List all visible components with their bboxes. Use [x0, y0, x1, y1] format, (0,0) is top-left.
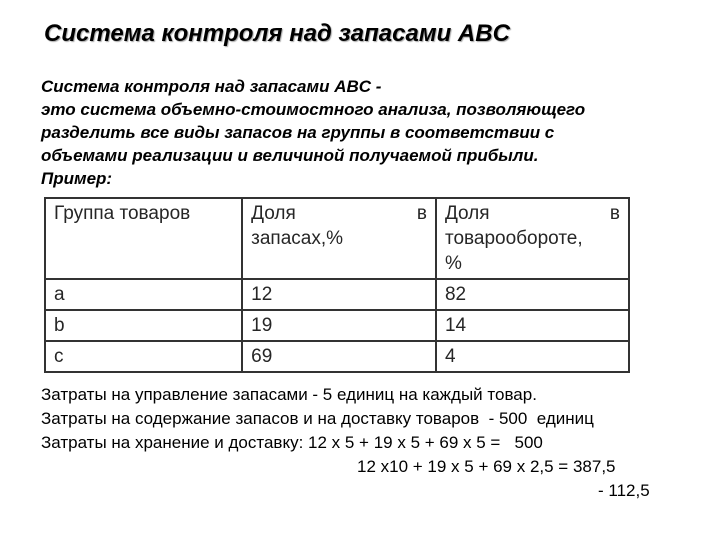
header-turnover-share-line: Доля в — [444, 203, 620, 224]
intro-line: разделить все виды запасов на группы в соответствии с — [41, 123, 555, 142]
intro-line: объемами реализации и величиной получаемой прибыли. — [41, 146, 539, 165]
header-turnover-share — [436, 198, 629, 279]
intro-paragraph — [41, 75, 701, 190]
cell-stock-share: 12 — [242, 279, 436, 310]
page-title: Система контроля над запасами ABC — [44, 20, 510, 47]
table-row — [45, 310, 629, 341]
calc-line: Затраты на хранение и доставку: 12 х 5 + 19 х 5 + 69 х 5 = 500 — [41, 433, 543, 452]
header-stock-share — [242, 198, 436, 279]
calc-line: Затраты на содержание запасов и на доставку товаров - 500 единиц — [41, 409, 594, 428]
cell-turnover-share: 4 — [436, 341, 629, 372]
cell-stock-share: 19 — [242, 310, 436, 341]
intro-line: это система объемно-стоимостного анализа, позволяющего — [41, 100, 586, 119]
intro-line: Система контроля над запасами ABC - — [41, 77, 382, 96]
example-label: Пример: — [41, 169, 113, 188]
header-stock-share-line: запасах,% — [251, 228, 344, 249]
table-row — [45, 279, 629, 310]
cell-stock-share: 69 — [242, 341, 436, 372]
header-turnover-share-line: товарообороте, — [444, 228, 583, 249]
cell-group: a — [45, 279, 242, 310]
calc-line: 12 х10 + 19 х 5 + 69 х 2,5 = 387,5 — [357, 457, 616, 476]
cell-turnover-share: 82 — [436, 279, 629, 310]
table-header-row — [45, 198, 629, 279]
table-row — [45, 341, 629, 372]
cell-turnover-share: 14 — [436, 310, 629, 341]
cell-group: c — [45, 341, 242, 372]
calculations-block — [41, 383, 711, 503]
header-stock-share-line: Доля в — [251, 203, 427, 224]
header-group-label: Группа товаров — [54, 203, 191, 224]
header-turnover-share-line: % — [444, 253, 462, 274]
header-group — [45, 198, 242, 279]
calc-result: - 112,5 — [598, 481, 650, 500]
calc-line: Затраты на управление запасами - 5 единиц на каждый товар. — [41, 385, 537, 404]
abc-table — [44, 197, 630, 373]
cell-group: b — [45, 310, 242, 341]
